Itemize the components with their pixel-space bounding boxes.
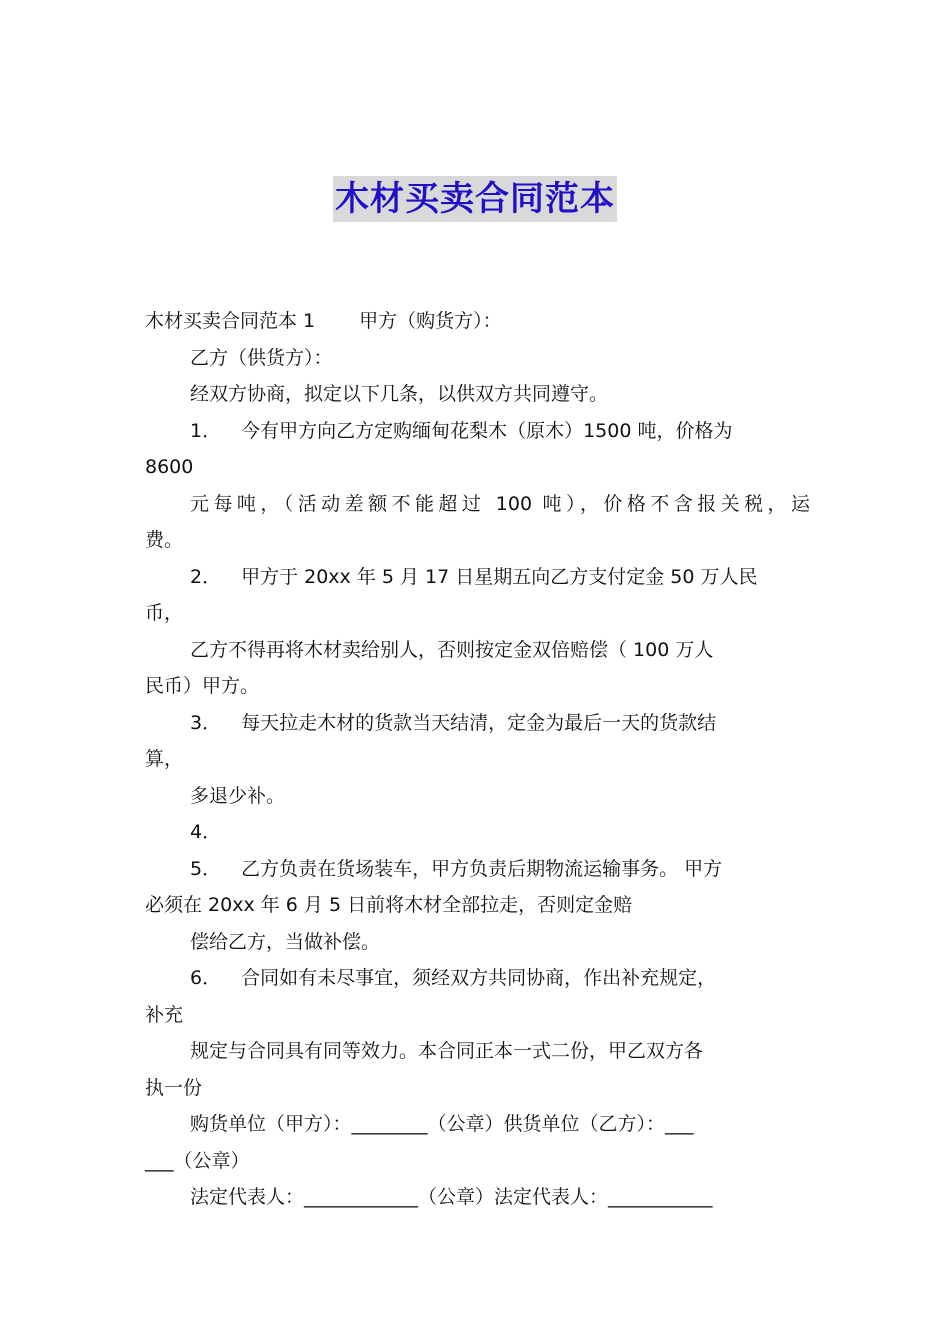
clause-2-line-2: [145, 595, 810, 632]
clause-6-line-3: [145, 1033, 810, 1070]
clause-5-text-1: 乙方负责在货场装车，甲方负责后期物流运输事务。 甲方: [241, 857, 723, 880]
clause-1-number: 1．: [190, 419, 222, 442]
clause-2-text-3: 乙方不得再将木材卖给别人，否则按定金双倍赔偿（ 100 万人: [190, 638, 714, 661]
clause-3-text-2: 算，: [145, 748, 184, 770]
document-title: 木材买卖合同范本: [333, 176, 617, 222]
clause-5-text-2: 必须在 20xx 年 6 月 5 日前将木材全部拉走，否则定金赔: [145, 894, 633, 916]
clause-2-line-3: [145, 632, 810, 669]
clause-4-line-1: [145, 814, 810, 851]
party-b-label: 乙方（供货方）：: [190, 346, 333, 369]
buyer-unit-line-cont: [145, 1143, 810, 1180]
clause-2-number: 2．: [190, 565, 222, 588]
buyer-unit-text: 购货单位（甲方）：________（公章）供货单位（乙方）：___: [190, 1113, 694, 1135]
intro-text: 经双方协商，拟定以下几条，以供双方共同遵守。: [190, 383, 609, 405]
clause-1-text-3: 元每吨，（活动差额不能超过 100 吨），价格不含报关税，运: [190, 492, 810, 515]
clause-6-line-4: [145, 1070, 810, 1107]
clause-3-number: 3．: [190, 711, 222, 734]
intro-line: [145, 376, 810, 413]
clause-2-text-1: 甲方于 20xx 年 5 月 17 日星期五向乙方支付定金 50 万人民: [241, 565, 758, 588]
buyer-unit-line: [145, 1106, 810, 1143]
clause-5-line-1: [145, 851, 810, 888]
clause-6-text-2: 补充: [145, 1003, 184, 1026]
clause-1-line-2: [145, 449, 810, 486]
clause-3-line-2: [145, 741, 810, 778]
clause-5-text-3: 偿给乙方，当做补偿。: [190, 930, 381, 953]
party-b-line: [145, 340, 810, 377]
clause-6-line-2: [145, 997, 810, 1034]
clause-1-text-1: 今有甲方向乙方定购缅甸花梨木（原木）1500 吨，价格为: [241, 419, 733, 442]
clause-2-text-4: 民币）甲方。: [145, 675, 260, 697]
clause-2-text-2: 币，: [145, 602, 184, 624]
clause-4-number: 4．: [190, 821, 222, 843]
title-container: [0, 176, 950, 222]
clause-5-number: 5．: [190, 857, 222, 880]
clause-1-line-4: [145, 522, 810, 559]
party-a-label: 甲方（购货方）：: [359, 310, 502, 332]
buyer-unit-text-cont: ___（公章）: [145, 1149, 250, 1172]
clause-5-line-2: [145, 887, 810, 924]
clause-6-line-1: [145, 960, 810, 997]
contract-label: 木材买卖合同范本 1: [145, 310, 316, 332]
document-body: [145, 303, 810, 1216]
clause-3-line-3: [145, 778, 810, 815]
clause-1-text-4: 费。: [145, 529, 184, 551]
clause-1-text-2: 8600: [145, 456, 194, 478]
clause-2-line-1: [145, 559, 810, 596]
heading-line: [145, 303, 810, 340]
legal-rep-line: [145, 1179, 810, 1216]
clause-3-text-3: 多退少补。: [190, 784, 286, 807]
clause-5-line-3: [145, 924, 810, 961]
clause-6-number: 6．: [190, 967, 222, 989]
clause-1-line-1: [145, 413, 810, 450]
clause-6-text-3: 规定与合同具有同等效力。本合同正本一式二份，甲乙双方各: [190, 1040, 704, 1062]
clause-3-line-1: [145, 705, 810, 742]
clause-6-text-4: 执一份: [145, 1076, 203, 1099]
clause-3-text-1: 每天拉走木材的货款当天结清，定金为最后一天的货款结: [241, 711, 717, 734]
legal-rep-text: 法定代表人：____________（公章）法定代表人：___________: [190, 1186, 713, 1208]
clause-2-line-4: [145, 668, 810, 705]
clause-1-line-3: [145, 486, 810, 523]
clause-6-text-1: 合同如有未尽事宜，须经双方共同协商，作出补充规定，: [241, 967, 717, 989]
